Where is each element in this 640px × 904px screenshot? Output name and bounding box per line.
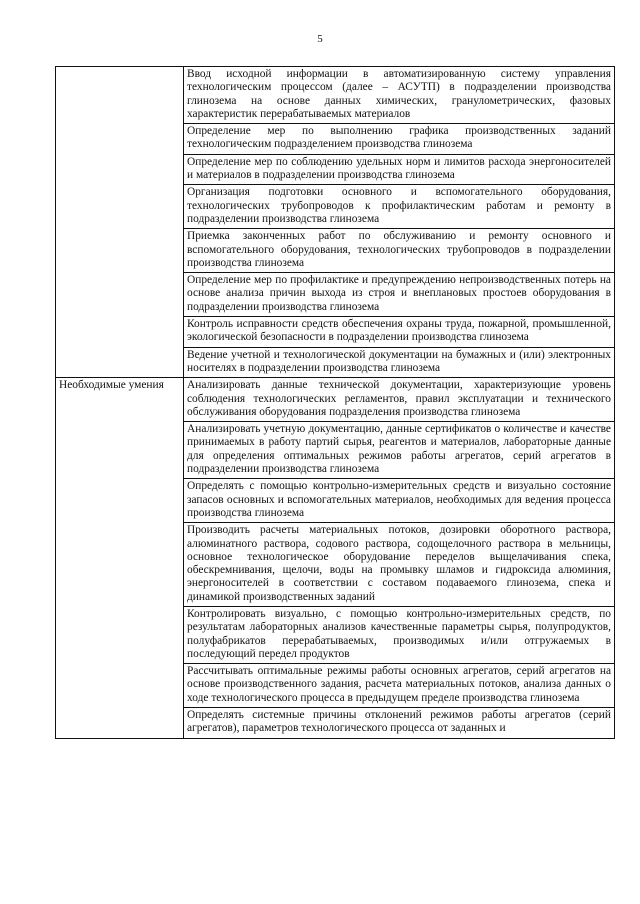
section-item-text: Определение мер по соблюдению удельных норм и лимитов расхода энергоносителей и материалов в подразделении производства глинозема (184, 154, 615, 185)
page-number: 5 (317, 33, 323, 45)
section-item-text: Определение мер по профилактике и предупреждению непроизводственных потерь на основе анализа причин выхода из строя и внеплановых простоев оборудования в подразделении производства глинозема (184, 273, 615, 317)
table-row (56, 67, 615, 124)
section-item-text: Определять системные причины отклонений режимов работы агрегатов (серий агрегатов), параметров технологического процесса от заданных и (184, 708, 615, 739)
section-item-text: Организация подготовки основного и вспомогательного оборудования, технологических трубопроводов к профилактическим работам и ремонту в подразделении производства глинозема (184, 185, 615, 229)
section-item-text: Приемка законченных работ по обслуживанию и ремонту основного и вспомогательного оборудования, технологических трубопроводов в подразделении производства глинозема (184, 229, 615, 273)
section-label (56, 67, 184, 378)
section-item-text: Контролировать визуально, с помощью контрольно-измерительных средств, по результатам лабораторных анализов качественные параметры сырья, полупродуктов, полуфабрикатов перерабатываемых, производимых и/или отгружаемых в последующий передел продуктов (184, 606, 615, 663)
section-item-text: Рассчитывать оптимальные режимы работы основных агрегатов, серий агрегатов на основе производственного задания, расчета материальных потоков, анализа данных о ходе технологического процесса в предыдущем пределе производства глинозема (184, 664, 615, 708)
section-item-text: Ввод исходной информации в автоматизированную систему управления технологическим процессом (далее – АСУТП) в подразделении производства глинозема на основе данных химических, гранулометрических, фазовых характеристик перерабатываемых материалов (184, 67, 615, 124)
competency-table (55, 66, 615, 739)
section-item-text: Контроль исправности средств обеспечения охраны труда, пожарной, промышленной, экологической безопасности в подразделении производства глинозема (184, 317, 615, 348)
section-item-text: Производить расчеты материальных потоков, дозировки оборотного раствора, алюминатного раствора, содового раствора, содощелочного раствора в мельницы, основное технологическое оборудование переделов выщелачивания спека, обескремнивания, щелочи, воды на промывку шламов и гидроксида алюминия, энергоносителей в соответствии с составом подаваемого глинозема, спека и динамикой производственных заданий (184, 523, 615, 607)
section-item-text: Ведение учетной и технологической документации на бумажных и (или) электронных носителях в подразделении производства глинозема (184, 347, 615, 378)
section-item-text: Анализировать учетную документацию, данные сертификатов о количестве и качестве принимаемых в работу партий сырья, реагентов и материалов, лабораторные данные для определения оптимальных режимов работы агрегатов, серий агрегатов в подразделении производства глинозема (184, 422, 615, 479)
section-item-text: Определять с помощью контрольно-измерительных средств и визуально состояние запасов основных и вспомогательных материалов, необходимых для ведения процесса производства глинозема (184, 479, 615, 523)
section-item-text: Определение мер по выполнению графика производственных заданий технологическим подразделением производства глинозема (184, 124, 615, 155)
section-item-text: Анализировать данные технической документации, характеризующие уровень соблюдения технологических регламентов, правил эксплуатации и технического обслуживания оборудования подразделения производства глинозема (184, 378, 615, 422)
table-row (56, 378, 615, 422)
section-label: Необходимые умения (56, 378, 184, 738)
